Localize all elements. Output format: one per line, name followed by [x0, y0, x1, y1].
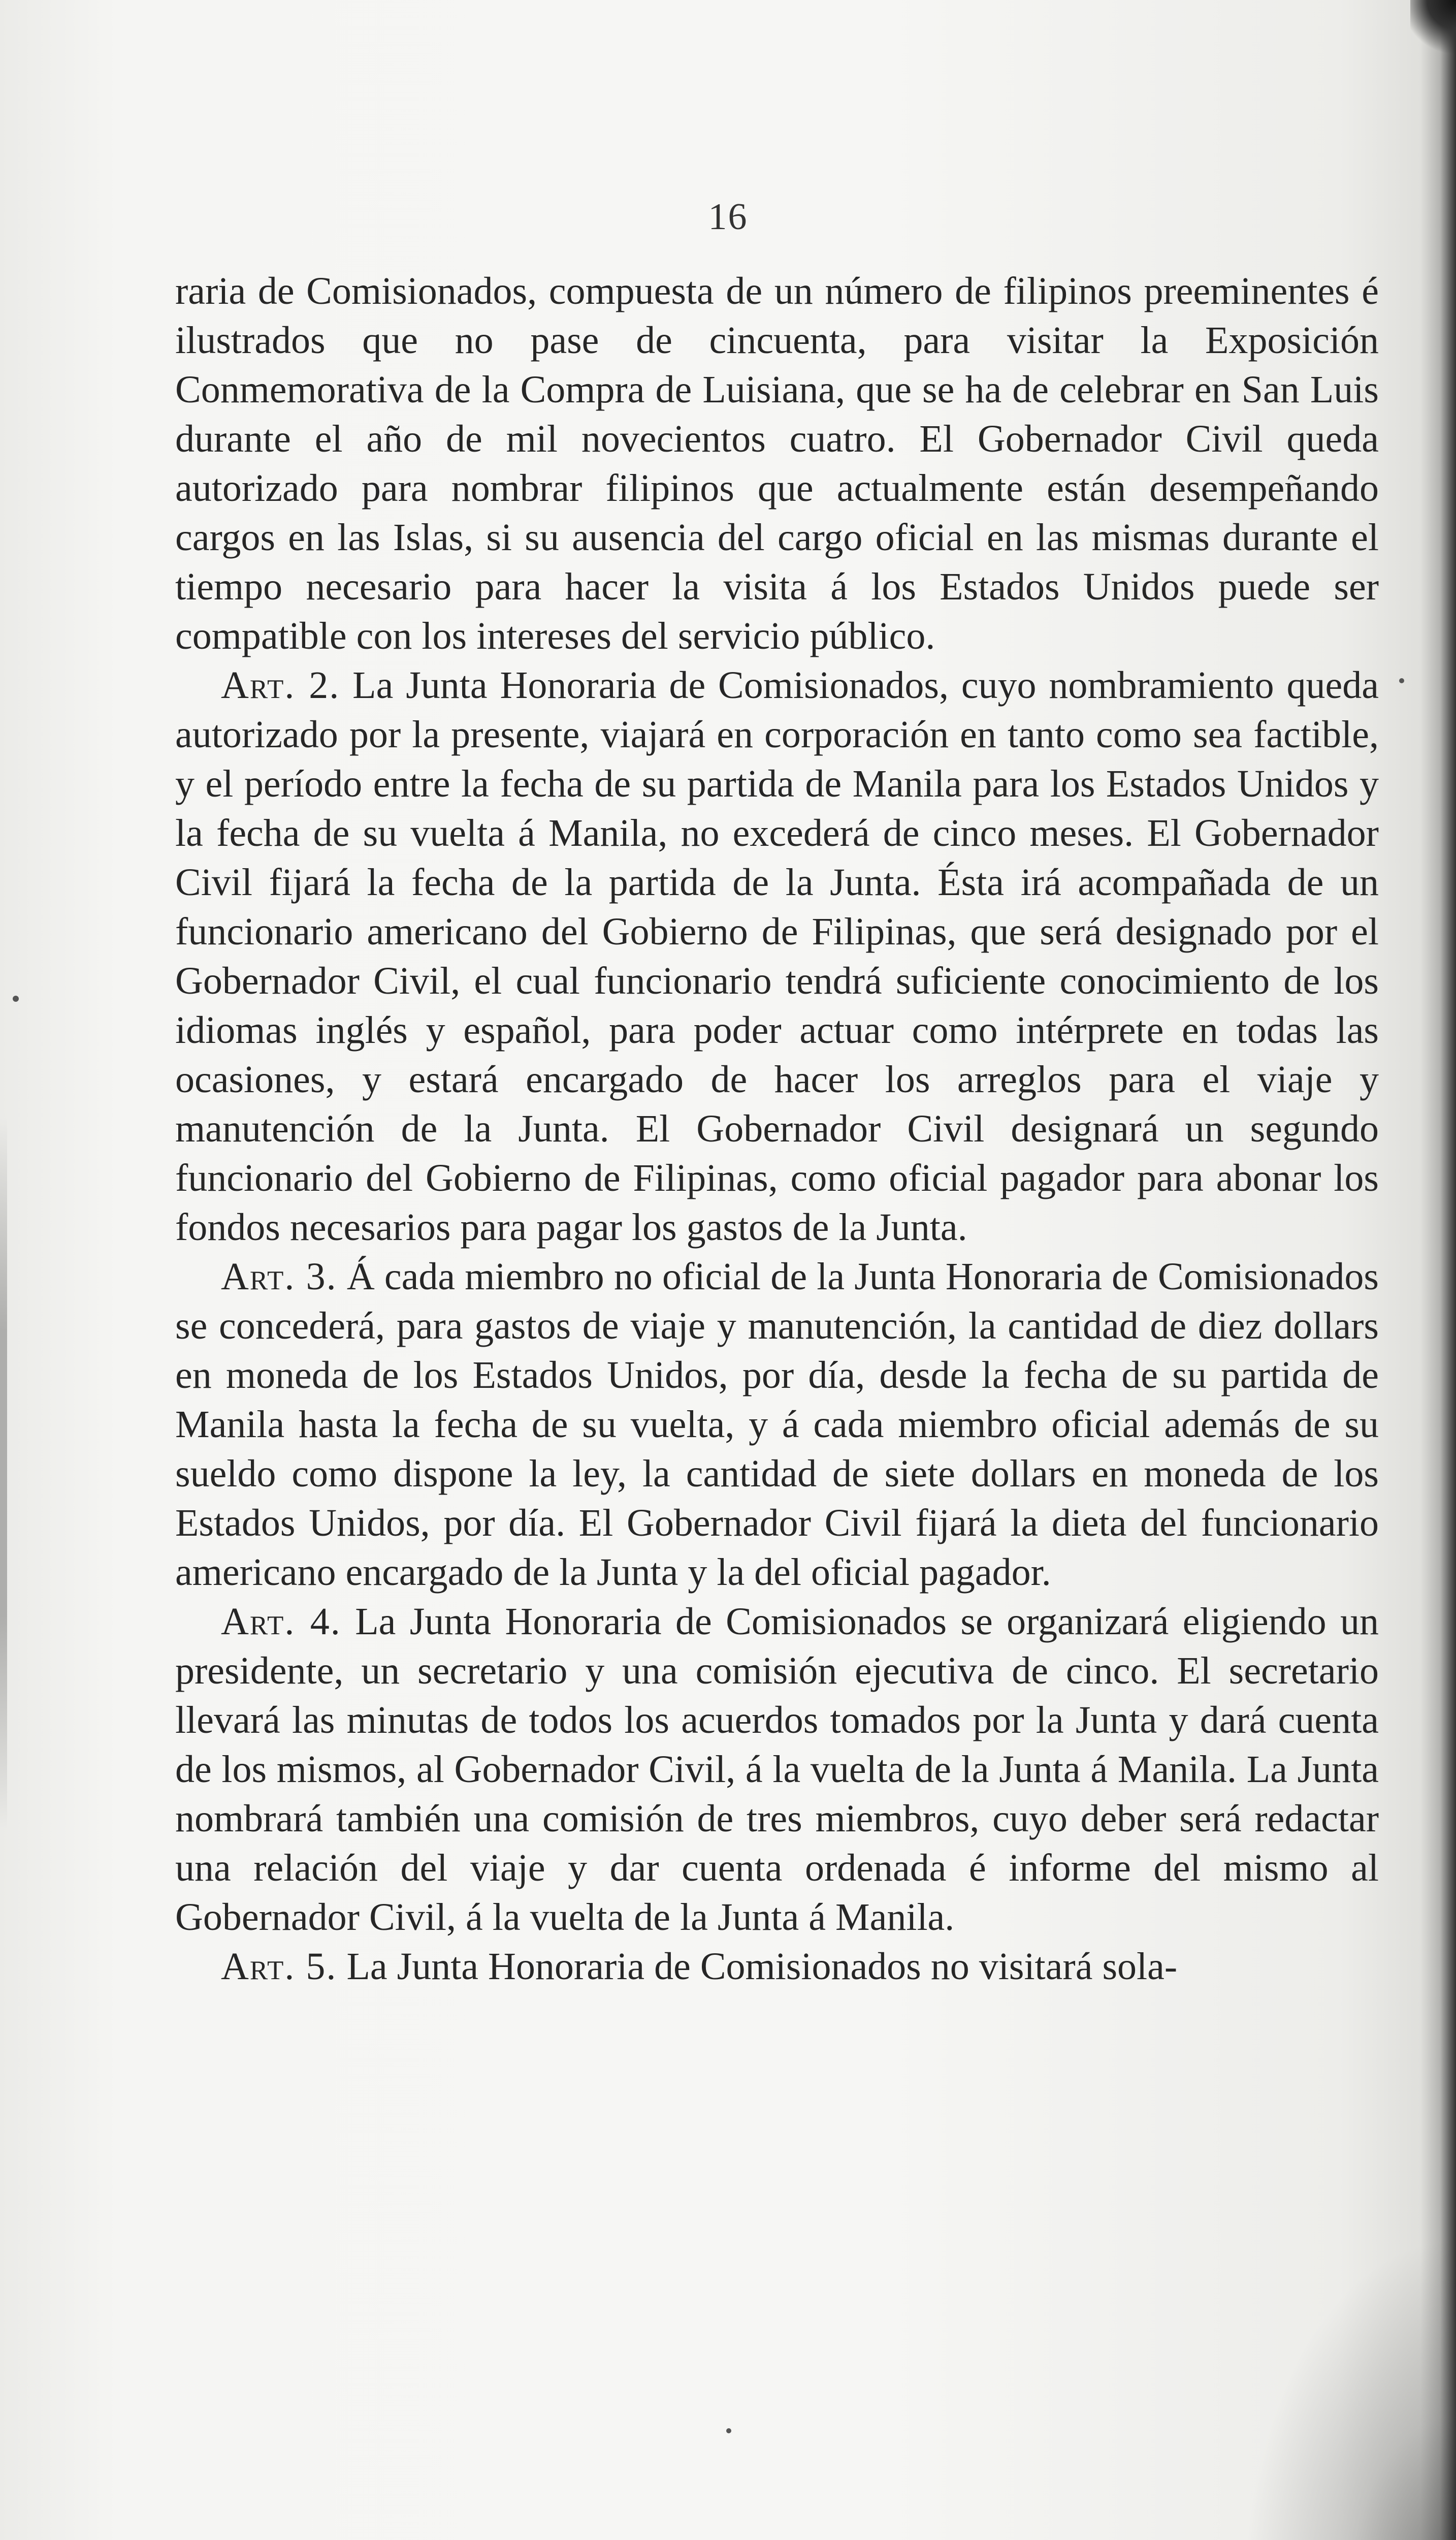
paper-speck [1399, 678, 1404, 683]
paper-speck [726, 2428, 731, 2433]
paper-speck [13, 996, 19, 1002]
paragraph-text: La Junta Honoraria de Comisionados no visitará sola- [346, 1945, 1178, 1988]
paragraph-art-4 [175, 1597, 1379, 1942]
article-label: Art. 5. [221, 1945, 337, 1988]
paragraph-text: Á cada miembro no oficial de la Junta Honoraria de Comisionados se concederá, para gastos de viaje y manutención, la cantidad de diez dollars en moneda de los Estados Unidos, por día, desde la fecha de su partida de Manila hasta la fecha de su vuelta, y á cada miembro oficial además de su sueldo como dispone la ley, la cantidad de siete dollars en moneda de los Estados Unidos, por día. El Gobernador Civil fijará la dieta del funcionario americano encargado de la Junta y la del oficial pagador. [175, 1255, 1379, 1594]
page-corner-shadow-bottom-right [1243, 2237, 1456, 2540]
article-label: Art. 2. [221, 664, 340, 707]
page-corner-shadow-top-right [1410, 0, 1456, 56]
page-edge-shadow-left [0, 1118, 7, 1829]
body-text [175, 267, 1379, 1991]
paragraph-art-5 [175, 1942, 1379, 1991]
paragraph-continuation [175, 267, 1379, 661]
paragraph-art-2 [175, 661, 1379, 1252]
paragraph-text: La Junta Honoraria de Comisionados se organizará eligiendo un presidente, un secretario y una comisión ejecutiva de cinco. El secretario llevará las minutas de todos los acuerdos tomados por la Junta y dará cuenta de los mismos, al Gobernador Civil, á la vuelta de la Junta á Manila. La Junta nombrará también una comisión de tres miembros, cuyo deber será redactar una relación del viaje y dar cuenta ordenada é informe del mismo al Gobernador Civil, á la vuelta de la Junta á Manila. [175, 1600, 1379, 1939]
article-label: Art. 4. [221, 1600, 341, 1643]
page-edge-shadow-right [1420, 0, 1456, 2540]
page-number: 16 [708, 196, 748, 238]
paragraph-text: La Junta Honoraria de Comisionados, cuyo nombramiento queda autorizado por la presente, viajará en corporación en tanto como sea factible, y el período entre la fecha de su partida de Manila para los Estados Unidos y la fecha de su vuelta á Manila, no excederá de cinco meses. El Gobernador Civil fijará la fecha de la partida de la Junta. Ésta irá acompañada de un funcionario americano del Gobierno de Filipinas, que será designado por el Gobernador Civil, el cual funcionario tendrá suficiente conocimiento de los idiomas inglés y español, para poder actuar como intérprete en todas las ocasiones, y estará encargado de hacer los arreglos para el viaje y manutención de la Junta. El Gobernador Civil designará un segundo funcionario del Gobierno de Filipinas, como oficial pagador para abonar los fondos necesarios para pagar los gastos de la Junta. [175, 664, 1379, 1249]
paragraph-text: raria de Comisionados, compuesta de un número de filipinos preeminentes é ilustrados que no pase de cincuenta, para visitar la Exposición Conmemorativa de la Compra de Luisiana, que se ha de celebrar en San Luis durante el año de mil novecientos cuatro. El Gobernador Civil queda autorizado para nombrar filipinos que actualmente están desempeñando cargos en las Islas, si su ausencia del cargo oficial en las mismas durante el tiempo necesario para hacer la visita á los Estados Unidos puede ser compatible con los intereses del servicio público. [175, 270, 1379, 657]
paragraph-art-3 [175, 1252, 1379, 1597]
article-label: Art. 3. [221, 1255, 337, 1298]
